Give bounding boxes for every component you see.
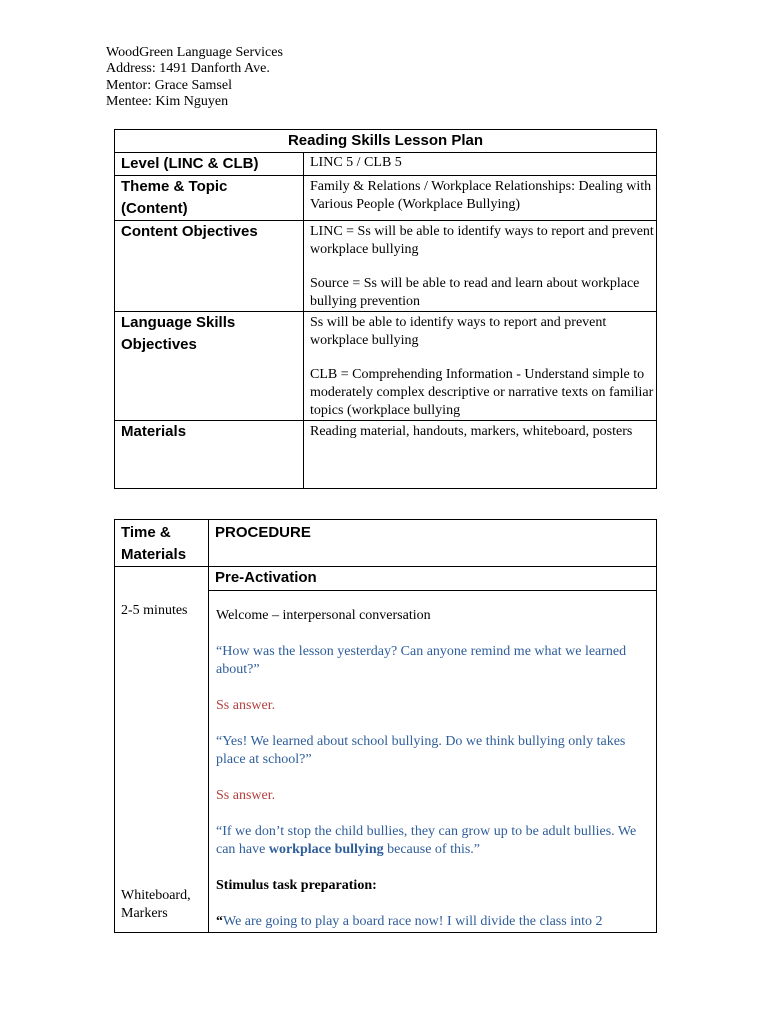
- pre-activation-heading: Pre-Activation: [209, 567, 657, 591]
- teacher-question-3: [216, 823, 641, 859]
- address-line: Address: 1491 Danforth Ave.: [106, 61, 270, 77]
- materials-line-2: Markers: [121, 906, 168, 921]
- time-materials-label: [115, 520, 209, 567]
- student-answer-1: Ss answer.: [216, 698, 276, 714]
- teacher-question-2: “Yes! We learned about school bullying. Do we think bullying only takes place at school?”: [216, 734, 626, 768]
- level-label: Level (LINC & CLB): [115, 153, 304, 176]
- theme-label-line-2: (Content): [121, 200, 188, 217]
- procedure-heading: PROCEDURE: [209, 520, 657, 567]
- procedure-body: [209, 591, 657, 933]
- opening-quote: “: [216, 914, 223, 930]
- student-answer-2: Ss answer.: [216, 788, 276, 804]
- content-objectives-label: Content Objectives: [115, 221, 304, 312]
- pre-activation-row: [115, 567, 657, 591]
- stimulus-heading: Stimulus task preparation:: [216, 878, 377, 894]
- time-label-line-2: Materials: [121, 546, 187, 563]
- language-skills-value: [304, 312, 657, 421]
- language-skills-label-line-1: Language Skills: [121, 314, 236, 331]
- time-label-line-1: Time &: [121, 524, 171, 541]
- content-objective-linc: LINC = Ss will be able to identify ways to report and prevent workplace bullying: [310, 224, 654, 257]
- content-objective-source: Source = Ss will be able to read and learn about workplace bullying prevention: [310, 276, 640, 309]
- time-materials-cell: [115, 567, 209, 933]
- materials-line-1: Whiteboard,: [121, 888, 191, 903]
- theme-label-line-1: Theme & Topic: [121, 178, 228, 195]
- language-skills-row: [115, 312, 657, 421]
- welcome-line: Welcome – interpersonal conversation: [216, 608, 431, 624]
- plan-title-row: [115, 130, 657, 153]
- plan-title: Reading Skills Lesson Plan: [115, 130, 657, 153]
- content-objectives-value: [304, 221, 657, 312]
- time-duration: 2-5 minutes: [121, 603, 188, 618]
- level-row: [115, 153, 657, 176]
- theme-row: [115, 176, 657, 221]
- level-value: LINC 5 / CLB 5: [304, 153, 657, 176]
- q4-text: We are going to play a board race now! I will divide the class into 2: [223, 914, 603, 930]
- theme-value: Family & Relations / Workplace Relationships: Dealing with Various People (Workplace Bullying): [304, 176, 657, 221]
- lesson-plan-table: [114, 129, 657, 489]
- document-header: [106, 45, 283, 110]
- procedure-header-row: [115, 520, 657, 567]
- theme-label: [115, 176, 304, 221]
- materials-label: Materials: [115, 421, 304, 489]
- materials-value: Reading material, handouts, markers, whiteboard, posters: [304, 421, 657, 489]
- q3-text-start: “If we don’t stop the child bullies, they can grow up to be adult bullies. We can have: [216, 824, 637, 858]
- teacher-question-4: [216, 913, 641, 931]
- workplace-bullying-term: workplace bullying: [268, 842, 384, 858]
- language-skills-label-line-2: Objectives: [121, 336, 197, 353]
- mentee-line: Mentee: Kim Nguyen: [106, 93, 229, 109]
- procedure-table: [114, 519, 657, 933]
- teacher-question-1: “How was the lesson yesterday? Can anyone remind me what we learned about?”: [216, 644, 627, 678]
- procedure-content: [216, 607, 641, 931]
- q3-text-end: because of this.”: [383, 842, 481, 858]
- organization-name: WoodGreen Language Services: [106, 45, 283, 60]
- language-objective-clb: CLB = Comprehending Information - Understand simple to moderately complex descriptive or narrative texts on familiar topics (workplace bullying: [310, 367, 654, 418]
- mentor-line: Mentor: Grace Samsel: [106, 77, 232, 93]
- materials-list: [121, 887, 191, 923]
- language-skills-label: [115, 312, 304, 421]
- materials-row: [115, 421, 657, 489]
- content-objectives-row: [115, 221, 657, 312]
- language-objective-1: Ss will be able to identify ways to report and prevent workplace bullying: [310, 315, 607, 348]
